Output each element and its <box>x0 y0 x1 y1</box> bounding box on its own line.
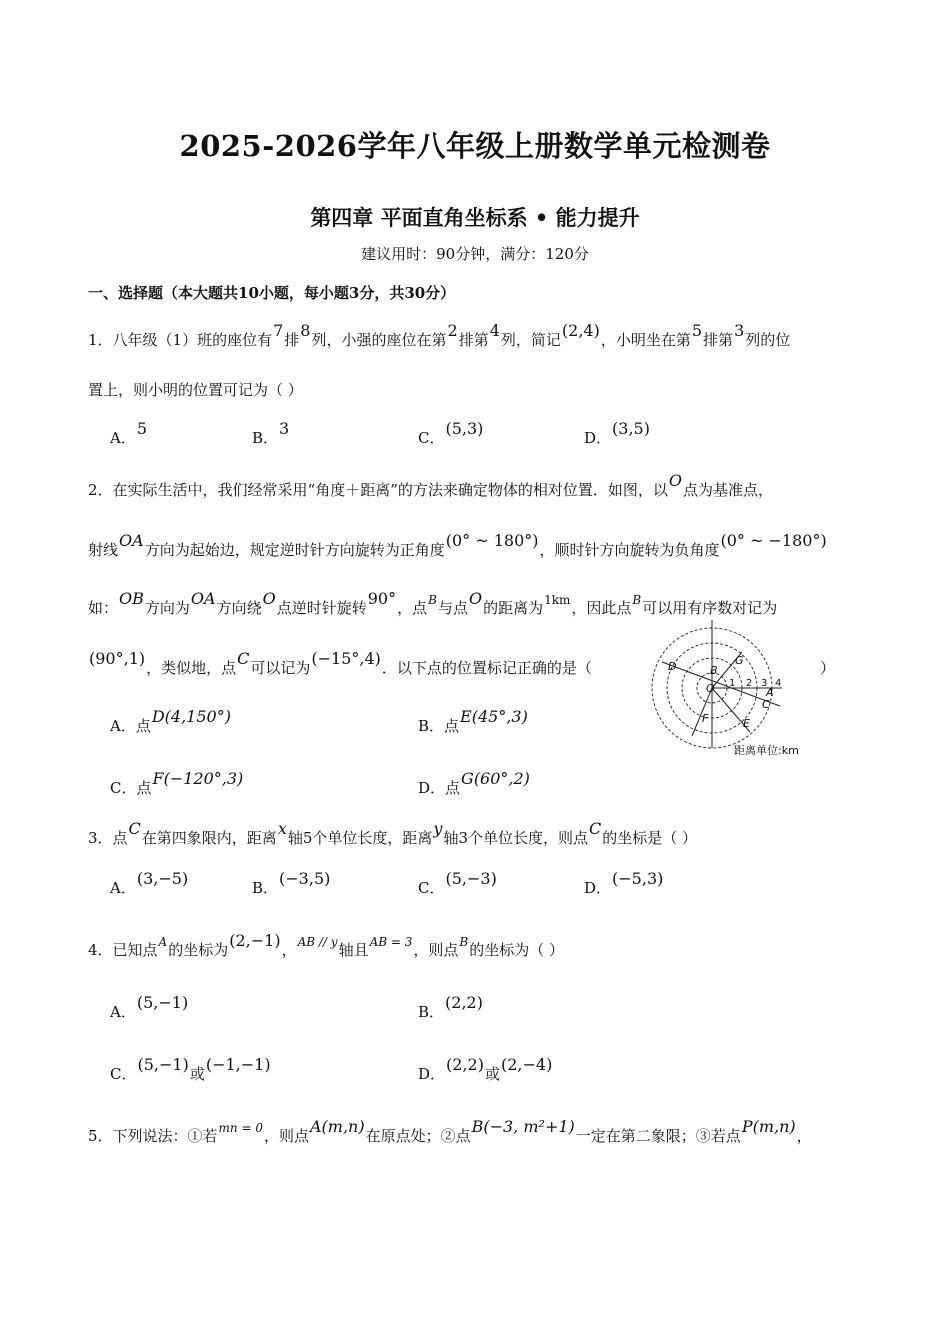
q1-option-c: C．(5,3) <box>418 419 484 447</box>
q4-option-c: C．(5,−1)或(−1,−1) <box>110 1055 271 1083</box>
q3-option-b: B．(−3,5) <box>252 869 331 897</box>
q2-option-c: C．点F(−120°,3) <box>110 769 244 797</box>
q5-line1: 5．下列说法：①若$^{mn = 0}$，则点A(m,n)在原点处；②点B(−3, m²+1)一定在第二象限；③若点P(m,n)， <box>88 1117 812 1145</box>
fig-label-A: A <box>766 686 774 699</box>
polar-figure <box>650 620 810 760</box>
q2-option-a: A．点D(4,150°) <box>110 707 231 735</box>
q3-option-d: D．(−5,3) <box>584 869 664 897</box>
q2-line2: 射线OA方向为起始边，规定逆时针方向旋转为正角度(0° ~ 180°)，顺时针方向旋转为负角度(0° ~ −180°) <box>88 531 827 559</box>
q1-option-b: B．3 <box>252 419 290 447</box>
q4-option-b: B．(2,2) <box>418 993 483 1021</box>
q1-line1: 1．八年级（1）班的座位有7排8列，小强的座位在第2排第4列，简记(2,4)，小明坐在第5排第3列的位 <box>88 321 791 349</box>
q4-option-d: D．(2,2)或(2,−4) <box>418 1055 553 1083</box>
q3-option-c: C．(5,−3) <box>418 869 497 897</box>
time-note: 建议用时：90分钟，满分：120分 <box>361 245 589 263</box>
fig-label-E: E <box>743 717 750 730</box>
fig-tick-2: 2 <box>746 678 753 689</box>
fig-label-G: G <box>735 654 744 667</box>
q2-option-d: D．点G(60°,2) <box>418 769 530 797</box>
q2-paren-close: ） <box>820 659 836 677</box>
fig-label-F: F <box>702 712 709 725</box>
page-title: 2025-2026学年八年级上册数学单元检测卷 <box>179 129 771 163</box>
q2-option-b: B．点E(45°,3) <box>418 707 528 735</box>
fig-label-B: B <box>710 664 718 677</box>
q2-line1: 2．在实际生活中，我们经常采用“角度＋距离”的方法来确定物体的相对位置．如图，以O点为基准点， <box>88 471 774 499</box>
fig-label-D: D <box>668 660 677 673</box>
q1-option-d: D．(3,5) <box>584 419 650 447</box>
q1-line2: 置上，则小明的位置可记为（ ） <box>88 381 303 399</box>
q4-line1: 4．已知点$^A$的坐标为(2,−1)，$^{AB // y}$轴且$^{AB = 3}$，则点$^B$的坐标为（ ） <box>88 931 565 959</box>
q2-line3: 如：OB方向为OA方向绕O点逆时针旋转90°，点$^B$与点O的距离为$^{1km}$，因此点$^B$可以用有序数对记为 <box>88 589 778 617</box>
q1-option-a: A．5 <box>110 419 148 447</box>
fig-label-C: C <box>762 698 770 711</box>
fig-caption: 距离单位:km <box>734 744 799 757</box>
fig-tick-4: 4 <box>775 678 782 689</box>
fig-tick-1: 1 <box>729 678 736 689</box>
q3-option-a: A．(3,−5) <box>110 869 189 897</box>
q2-line4: (90°,1)，类似地，点C可以记为(−15°,4)．以下点的位置标记正确的是（ <box>89 649 592 677</box>
fig-tick-3: 3 <box>761 678 768 689</box>
q4-option-a: A．(5,−1) <box>110 993 189 1021</box>
chapter-subtitle: 第四章 平面直角坐标系 • 能力提升 <box>310 205 640 230</box>
section-heading: 一、选择题（本大题共10小题，每小题3分，共30分） <box>88 284 456 302</box>
q3-line1: 3．点C在第四象限内，距离x轴5个单位长度，距离y轴3个单位长度，则点C的坐标是（ ） <box>88 819 698 847</box>
fig-label-O: O <box>706 682 715 695</box>
